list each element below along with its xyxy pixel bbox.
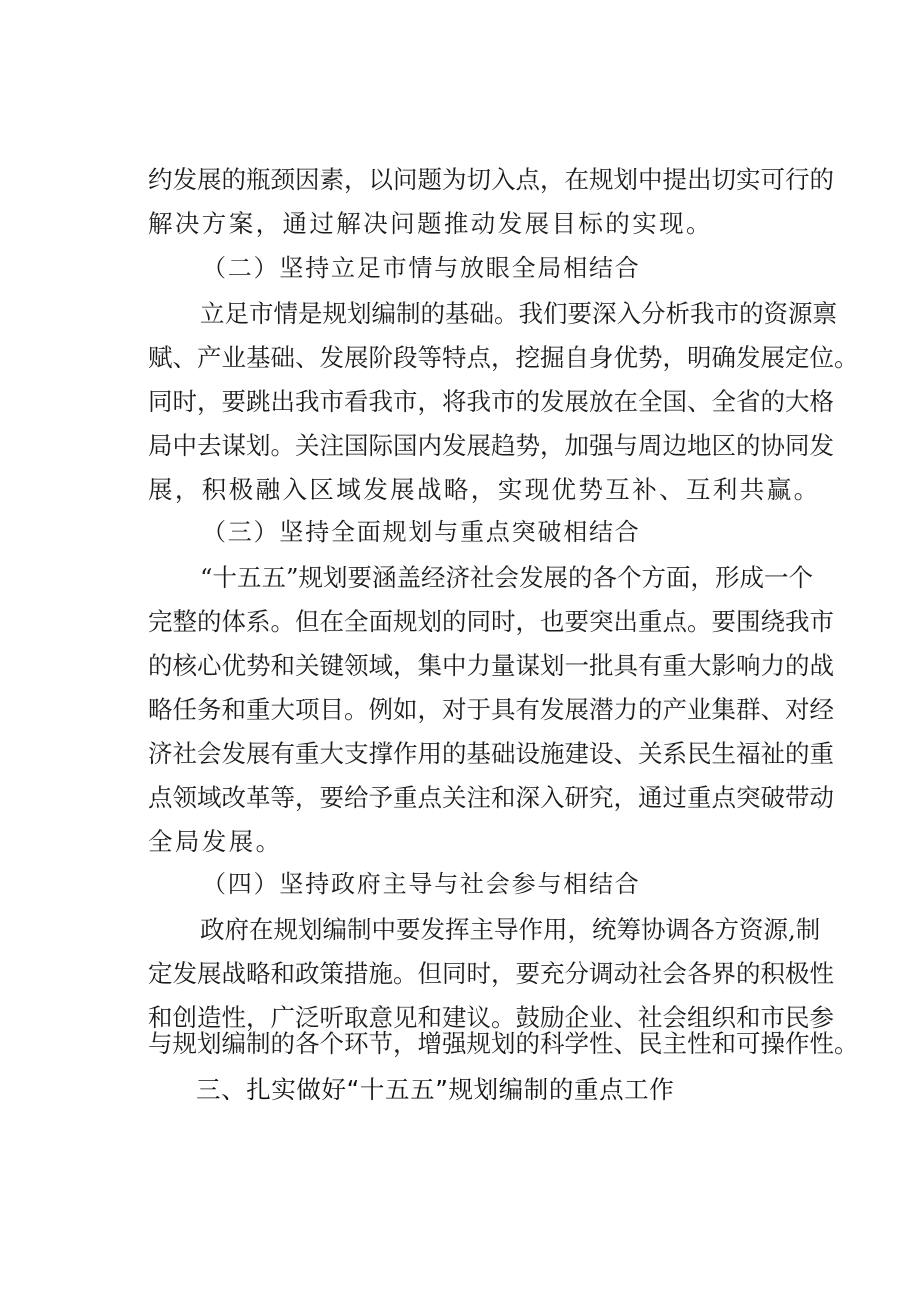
section-heading-3: （三）坚持全面规划与重点突破相结合 [202, 518, 641, 546]
paragraph-line: 完整的体系。但在全面规划的同时，也要突出重点。要围绕我市 [148, 607, 834, 636]
paragraph-line: “十五五”规划要涵盖经济社会发展的各个方面，形成一个 [200, 563, 814, 592]
paragraph-line: 与规划编制的各个环节，增强规划的科学性、民主性和可操作性。 [148, 1029, 859, 1058]
paragraph-line: 的核心优势和关键领域，集中力量谋划一批具有重大影响力的战 [148, 651, 834, 680]
paragraph-line: 局中去谋划。关注国际国内发展趋势，加强与周边地区的协同发 [148, 431, 834, 460]
paragraph-line: 定发展战略和政策措施。但同时，要充分调动社会各界的积极性 [148, 959, 834, 988]
paragraph-line: 同时，要跳出我市看我市，将我市的发展放在全国、全省的大格 [148, 387, 834, 416]
paragraph-line: 济社会发展有重大支撑作用的基础设施建设、关系民生福祉的重 [148, 739, 834, 768]
paragraph-line: 约发展的瓶颈因素，以问题为切入点，在规划中提出切实可行的 [148, 165, 834, 194]
paragraph-line: 和创造性，广泛听取意见和建议。鼓励企业、社会组织和市民参 [148, 1003, 834, 1032]
section-heading-4: （四）坚持政府主导与社会参与相结合 [202, 870, 641, 898]
paragraph-line: 略任务和重大项目。例如，对于具有发展潜力的产业集群、对经 [148, 695, 834, 724]
paragraph-line: 解决方案，通过解决问题推动发展目标的实现。 [148, 209, 713, 238]
section-heading-2: （二）坚持立足市情与放眼全局相结合 [202, 254, 641, 282]
paragraph-line: 全局发展。 [148, 827, 283, 856]
paragraph-line: 政府在规划编制中要发挥主导作用，统筹协调各方资源,制 [200, 915, 821, 944]
paragraph-line: 点领域改革等，要给予重点关注和深入研究，通过重点突破带动 [148, 783, 834, 812]
paragraph-line: 立足市情是规划编制的基础。我们要深入分析我市的资源禀 [200, 299, 837, 328]
paragraph-line: 展，积极融入区域发展战略，实现优势互补、互利共赢。 [148, 475, 821, 504]
chapter-heading: 三、扎实做好“十五五”规划编制的重点工作 [196, 1075, 675, 1104]
paragraph-line: 赋、产业基础、发展阶段等特点，挖掘自身优势，明确发展定位。 [148, 343, 859, 372]
